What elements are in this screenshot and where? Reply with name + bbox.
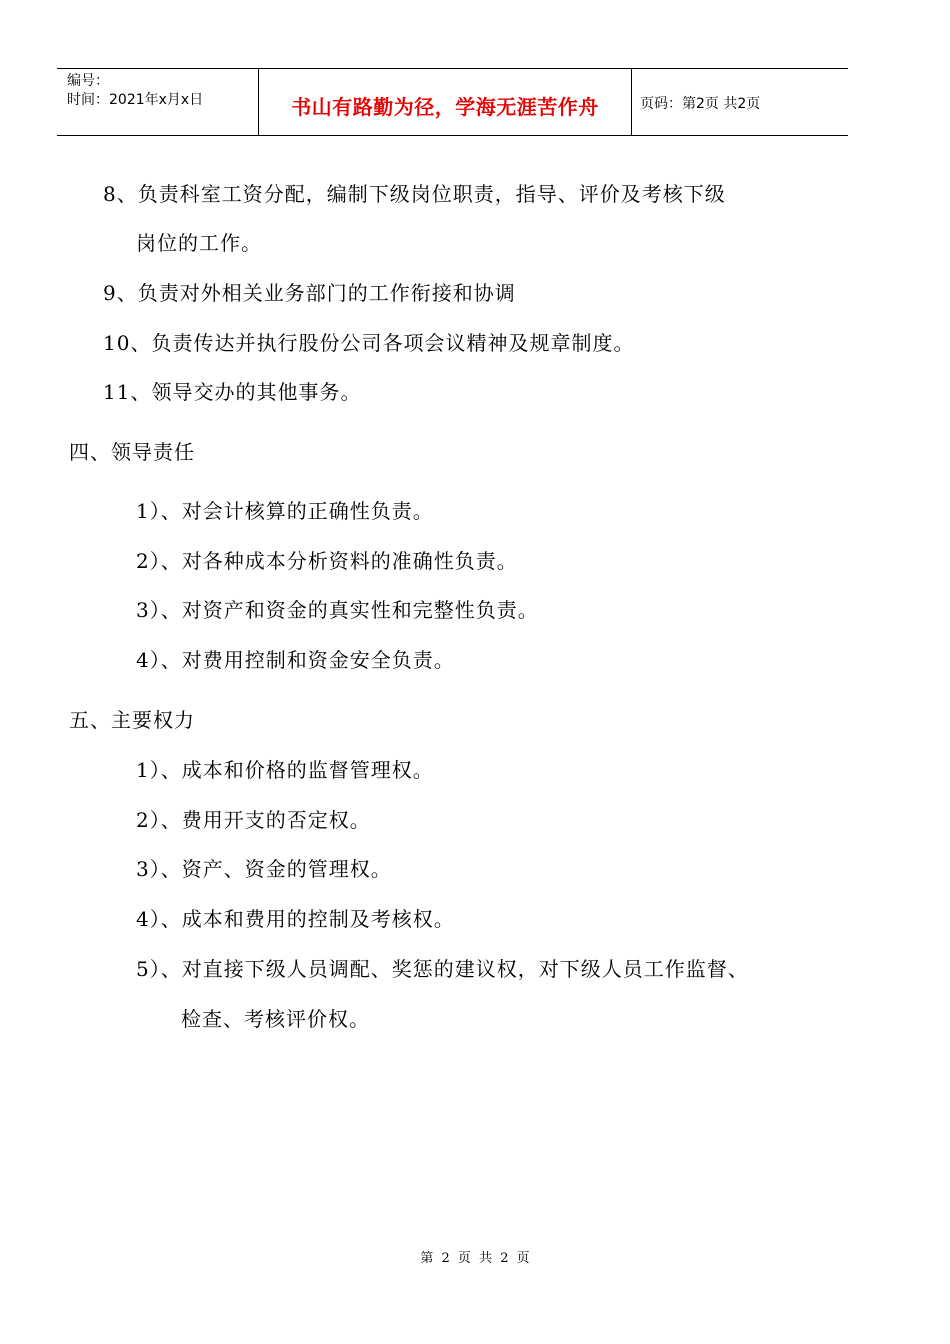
section4-heading: 四、领导责任 xyxy=(69,440,195,464)
section5-item-5: 5）、对直接下级人员调配、奖惩的建议权，对下级人员工作监督、 xyxy=(136,957,749,981)
duty-item-11: 11、领导交办的其他事务。 xyxy=(103,380,362,404)
header-page-info: 页码：第2页 共2页 xyxy=(640,96,761,112)
section5-item-2: 2）、费用开支的否定权。 xyxy=(136,808,371,832)
duty-item-8: 8、负责科室工资分配，编制下级岗位职责，指导、评价及考核下级 xyxy=(103,182,726,206)
section5-item-1: 1）、成本和价格的监督管理权。 xyxy=(136,758,434,782)
header-motto-cell xyxy=(258,69,632,135)
section5-item-3: 3）、资产、资金的管理权。 xyxy=(136,857,392,881)
section4-item-3: 3）、对资产和资金的真实性和完整性负责。 xyxy=(136,598,539,622)
header-motto: 书山有路勤为径，学海无涯苦作舟 xyxy=(291,95,599,119)
section5-heading: 五、主要权力 xyxy=(69,708,195,732)
document-number-label: 编号： xyxy=(67,73,109,89)
document-time-label: 时间：2021年x月x日 xyxy=(67,92,204,108)
section4-item-4: 4）、对费用控制和资金安全负责。 xyxy=(136,648,455,672)
section4-item-1: 1）、对会计核算的正确性负责。 xyxy=(136,499,434,523)
header-page-cell xyxy=(632,69,848,135)
duty-item-9: 9、负责对外相关业务部门的工作衔接和协调 xyxy=(103,281,516,305)
section4-item-2: 2）、对各种成本分析资料的准确性负责。 xyxy=(136,549,518,573)
page-footer: 第 2 页 共 2 页 xyxy=(420,1251,530,1266)
section5-item-4: 4）、成本和费用的控制及考核权。 xyxy=(136,907,455,931)
document-header xyxy=(57,68,848,136)
header-meta-cell xyxy=(57,69,258,135)
duty-item-8-continued: 岗位的工作。 xyxy=(136,231,262,255)
section5-item-5-continued: 检查、考核评价权。 xyxy=(181,1007,370,1031)
duty-item-10: 10、负责传达并执行股份公司各项会议精神及规章制度。 xyxy=(103,331,635,355)
